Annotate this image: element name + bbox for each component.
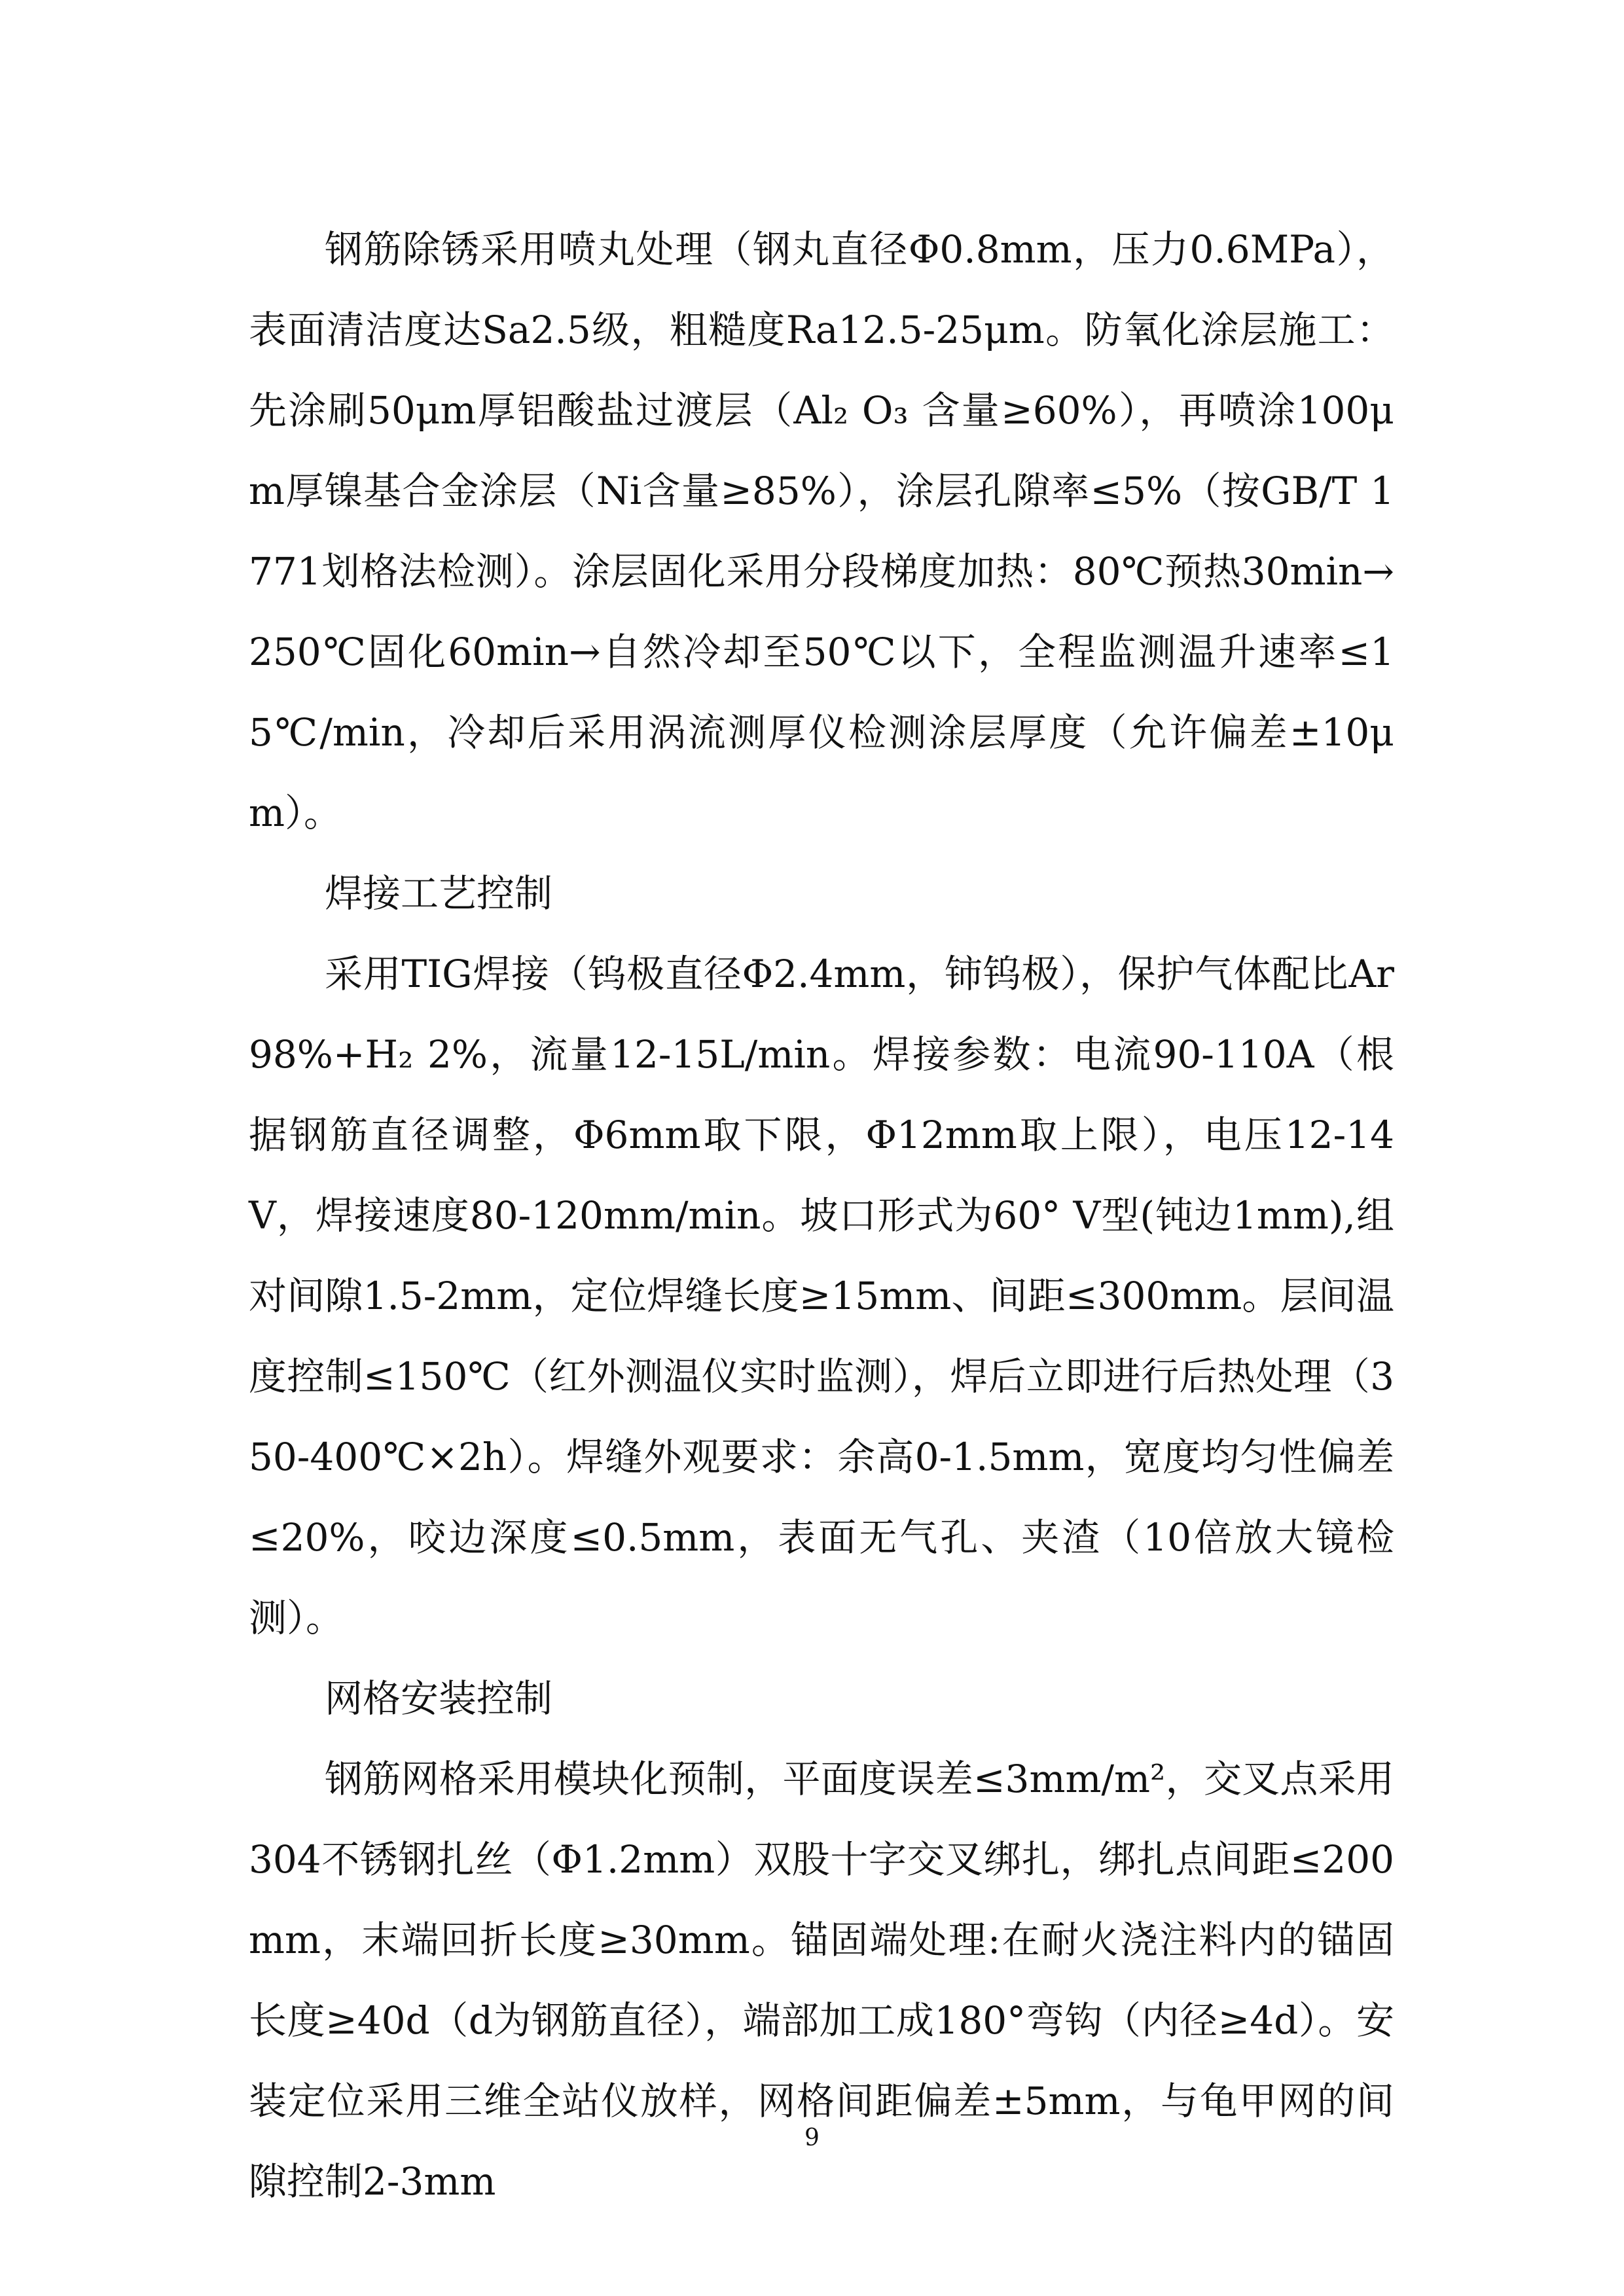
- paragraph-rust-removal: 钢筋除锈采用喷丸处理（钢丸直径Φ0.8mm，压力0.6MPa），表面清洁度达Sa2.5级，粗糙度Ra12.5-25μm。防氧化涂层施工：先涂刷50μm厚铝酸盐过渡层（Al₂ O₃ 含量≥60%），再喷涂100μm厚镍基合金涂层（Ni含量≥85%），涂层孔隙率≤5%（按GB/T 1771划格法检测）。涂层固化采用分段梯度加热：80℃预热30min→250℃固化60min→自然冷却至50℃以下，全程监测温升速率≤15℃/min，冷却后采用涡流测厚仪检测涂层厚度（允许偏差±10μm）。: [249, 227, 1394, 835]
- paragraph-mesh-installation: 钢筋网格采用模块化预制，平面度误差≤3mm/m²，交叉点采用304不锈钢扎丝（Φ1.2mm）双股十字交叉绑扎，绑扎点间距≤200mm，末端回折长度≥30mm。锚固端处理:在耐火浇注料内的锚固长度≥40d（d为钢筋直径），端部加工成180°弯钩（内径≥4d）。安装定位采用三维全站仪放样，网格间距偏差±5mm，与龟甲网的间隙控制2-3mm: [249, 1757, 1394, 2204]
- paragraph-welding-process: 采用TIG焊接（钨极直径Φ2.4mm，铈钨极），保护气体配比Ar98%+H₂ 2%，流量12-15L/min。焊接参数：电流90-110A（根据钢筋直径调整，Φ6mm取下限，Φ12mm取上限），电压12-14V，焊接速度80-120mm/min。坡口形式为60° V型(钝边1mm),组对间隙1.5-2mm，定位焊缝长度≥15mm、间距≤300mm。层间温度控制≤150℃（红外测温仪实时监测），焊后立即进行后热处理（350-400℃×2h）。焊缝外观要求：余高0-1.5mm，宽度均匀性偏差≤20%，咬边深度≤0.5mm，表面无气孔、夹渣（10倍放大镜检测）。: [249, 952, 1394, 1640]
- section-heading-welding: 焊接工艺控制: [325, 871, 553, 916]
- document-body: [249, 209, 1394, 2222]
- section-heading-mesh-installation: 网格安装控制: [325, 1676, 553, 1721]
- page-number: 9: [804, 2125, 820, 2151]
